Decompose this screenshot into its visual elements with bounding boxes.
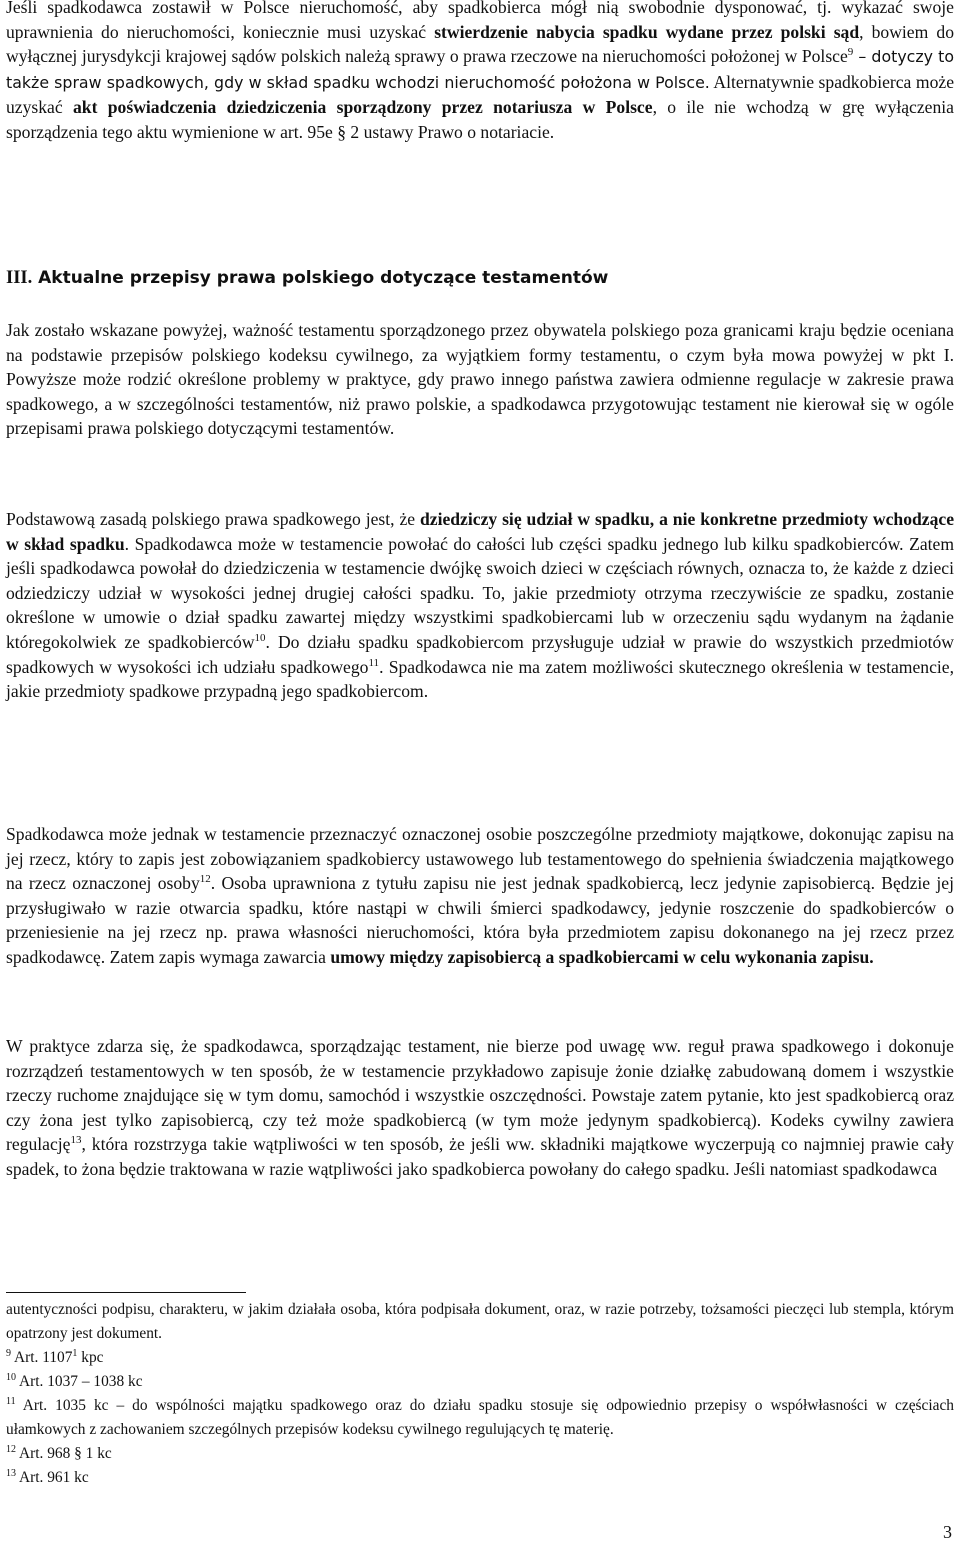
footnote-9 bbox=[6, 1346, 954, 1370]
text-run: Spadkodawca może jednak w testamencie przeznaczyć oznaczonej osobie poszczególne przedmioty majątkowe, dokonując zapisu na jej rzecz, który to zapis jest zobowiązaniem spadkobiercy ustawowego lub testamentowego do spełnienia świadczenia majątkowego na rzecz oznaczonej osoby bbox=[6, 824, 954, 894]
footnote-10 bbox=[6, 1370, 954, 1394]
footnote-number: 12 bbox=[6, 1444, 16, 1455]
superscript: 1 bbox=[72, 1348, 78, 1359]
text-run: , o ile nie wchodzą w grę wyłączenia sporządzenia tego aktu wymienione w art. 95e § 2 ustawy Prawo o notariacie. bbox=[6, 97, 954, 142]
paragraph-inheritance-share bbox=[6, 507, 954, 704]
footnote-number: 9 bbox=[6, 1348, 11, 1359]
footnote-number: 13 bbox=[6, 1468, 16, 1479]
text-run: , bowiem do wyłącznej jurysdykcji krajowej sądów polskich należą sprawy o prawa rzeczowe na nieruchomości położonej w Polsce bbox=[6, 21, 954, 67]
footnote-text: Art. 968 § 1 kc bbox=[16, 1445, 112, 1462]
text-run: – dotyczy to także spraw spadkowych, gdy w skład spadku wchodzi nieruchomość położona w Polsce. bbox=[6, 47, 954, 92]
text-run: . Spadkodawca może w testamencie powołać do całości lub części spadku jednego lub kilku spadkobierców. Zatem jeśli spadkodawca powołał do dziedziczenia w testamencie dwójkę swoich dzieci w częściach równych, oznacza to, że każde z dzieci odziedziczy udział w wysokości jednej drugiej całości spadku. To, jakie przedmioty otrzyma rzeczywiście ze spadku, zostanie określone w umowie o dział spadku zawartej między wszystkimi spadkobiercami lub w orzeczeniu sądu wydanym na żądanie któregokolwiek ze spadkobierców bbox=[6, 533, 955, 652]
section-number: III. bbox=[6, 268, 33, 288]
footnote-number: 11 bbox=[6, 1396, 16, 1407]
footnotes bbox=[6, 1298, 954, 1490]
footnote-text: kpc bbox=[77, 1349, 104, 1366]
text-run: W praktyce zdarza się, że spadkodawca, sporządzając testament, nie bierze pod uwagę ww. reguł prawa spadkowego i dokonuje rozrządzeń testamentowych w ten sposób, że w testamencie przykładowo zapisuje żonie działkę zabudowaną domem i wszystkie rzeczy ruchome znajdujące się w tym domu, samochód i wszystkie oszczędności. Powstaje zatem pytanie, kto jest spadkobiercą oraz czy żona jest tylko zapisobiercą, czy też może spadkobiercą (w tym może jedynym spadkobiercą). Kodeks cywilny zawiera regulację bbox=[6, 1036, 954, 1155]
bold-phrase: stwierdzenie nabycia spadku wydane przez polski sąd bbox=[434, 21, 860, 42]
text-run: Alternatywnie spadkobierca może uzyskać bbox=[6, 71, 954, 118]
footnote-13 bbox=[6, 1466, 954, 1490]
footnote-number: 10 bbox=[6, 1372, 16, 1383]
text-run: . Do działu spadku spadkobiercom przysługuje udział w prawie do wszystkich przedmiotów spadkowych w wysokości ich udziału spadkowego bbox=[6, 631, 954, 677]
paragraph-legacy bbox=[6, 822, 954, 970]
footnote-ref[interactable]: 13 bbox=[70, 1134, 82, 1147]
paragraph-practice bbox=[6, 1034, 954, 1182]
footnote-ref[interactable]: 11 bbox=[368, 656, 380, 669]
footnote-12 bbox=[6, 1442, 954, 1466]
footnote-separator bbox=[6, 1292, 246, 1293]
footnote-text: Art. 1037 – 1038 kc bbox=[16, 1373, 143, 1390]
bold-phrase: umowy między zapisobiercą a spadkobiercami w celu wykonania zapisu. bbox=[330, 946, 874, 967]
bold-phrase: akt poświadczenia dziedziczenia sporządzony przez notariusza w Polsce bbox=[73, 97, 653, 118]
footnote-continuation: autentyczności podpisu, charakteru, w jakim działała osoba, która podpisała dokument, oraz, w razie potrzeby, tożsamości pieczęci lub stempla, którym opatrzony jest dokument. bbox=[6, 1301, 954, 1342]
footnote-text: Art. 961 kc bbox=[16, 1469, 89, 1486]
paragraph-inheritance-certificate bbox=[6, 0, 954, 145]
text-run: . Osoba uprawniona z tytułu zapisu nie jest jednak spadkobiercą, lecz jedynie zapisobiercą. Będzie jej przysługiwało w razie otwarcia spadku, które nastąpi w chwili śmierci spadkodawcy, jedynie roszczenie do spadkobierców o przeniesienie na jej rzecz np. prawa własności nieruchomości, która była przedmiotem zapisu dokonanego na jej rzecz przez spadkodawcę. Zatem zapis wymaga zawarcia bbox=[6, 873, 954, 967]
page-number: 3 bbox=[943, 1522, 952, 1542]
footnote-11 bbox=[6, 1394, 954, 1442]
section-title: Aktualne przepisy prawa polskiego dotyczące testamentów bbox=[32, 268, 609, 288]
footnote-text: Art. 1107 bbox=[11, 1349, 73, 1366]
text-run: Jeśli spadkodawca zostawił w Polsce nieruchomość, aby spadkobierca mógł nią swobodnie dysponować, tj. wykazać swoje uprawnienia do nieruchomości, koniecznie musi uzyskać bbox=[6, 0, 954, 42]
section-heading bbox=[6, 266, 608, 290]
text-run: . Spadkodawca nie ma zatem możliwości skutecznego określenia w testamencie, jakie przedmioty spadkowe przypadną jego spadkobiercom. bbox=[6, 656, 954, 702]
bold-phrase: dziedziczy się udział w spadku, a nie konkretne przedmioty wchodzące w skład spadku bbox=[6, 509, 955, 554]
footnote-ref[interactable]: 9 bbox=[847, 46, 854, 59]
text-run: Podstawową zasadą polskiego prawa spadkowego jest, że bbox=[6, 509, 420, 529]
footnote-ref[interactable]: 10 bbox=[254, 631, 266, 644]
paragraph-testament-validity: Jak zostało wskazane powyżej, ważność testamentu sporządzonego przez obywatela polskiego poza granicami kraju będzie oceniana na podstawie przepisów polskiego kodeksu cywilnego, za wyjątkiem formy testamentu, o czym była mowa powyżej w pkt I. Powyższe może rodzić określone problemy w praktyce, gdy prawo innego państwa zawiera odmienne regulacje w zakresie prawa spadkowego, a w szczególności testamentów, niż prawo polskie, a spadkodawca przygotowując testament nie kierował się w ogóle przepisami prawa polskiego dotyczącymi testamentów. bbox=[6, 320, 954, 439]
footnote-ref[interactable]: 12 bbox=[199, 873, 211, 886]
footnote-text: Art. 1035 kc – do wspólności majątku spadkowego oraz do działu spadku stosuje się odpowiednio przepisy o współwłasności w częściach ułamkowych z zachowaniem szczególnych przepisów kodeksu cywilnego regulujących tę materię. bbox=[6, 1397, 954, 1438]
text-run: , która rozstrzyga takie wątpliwości w ten sposób, że jeśli ww. składniki majątkowe wyczerpują co najmniej prawie cały spadek, to żona będzie traktowana w razie wątpliwości jako spadkobierca powołany do całego spadku. Jeśli natomiast spadkodawca bbox=[6, 1134, 954, 1179]
